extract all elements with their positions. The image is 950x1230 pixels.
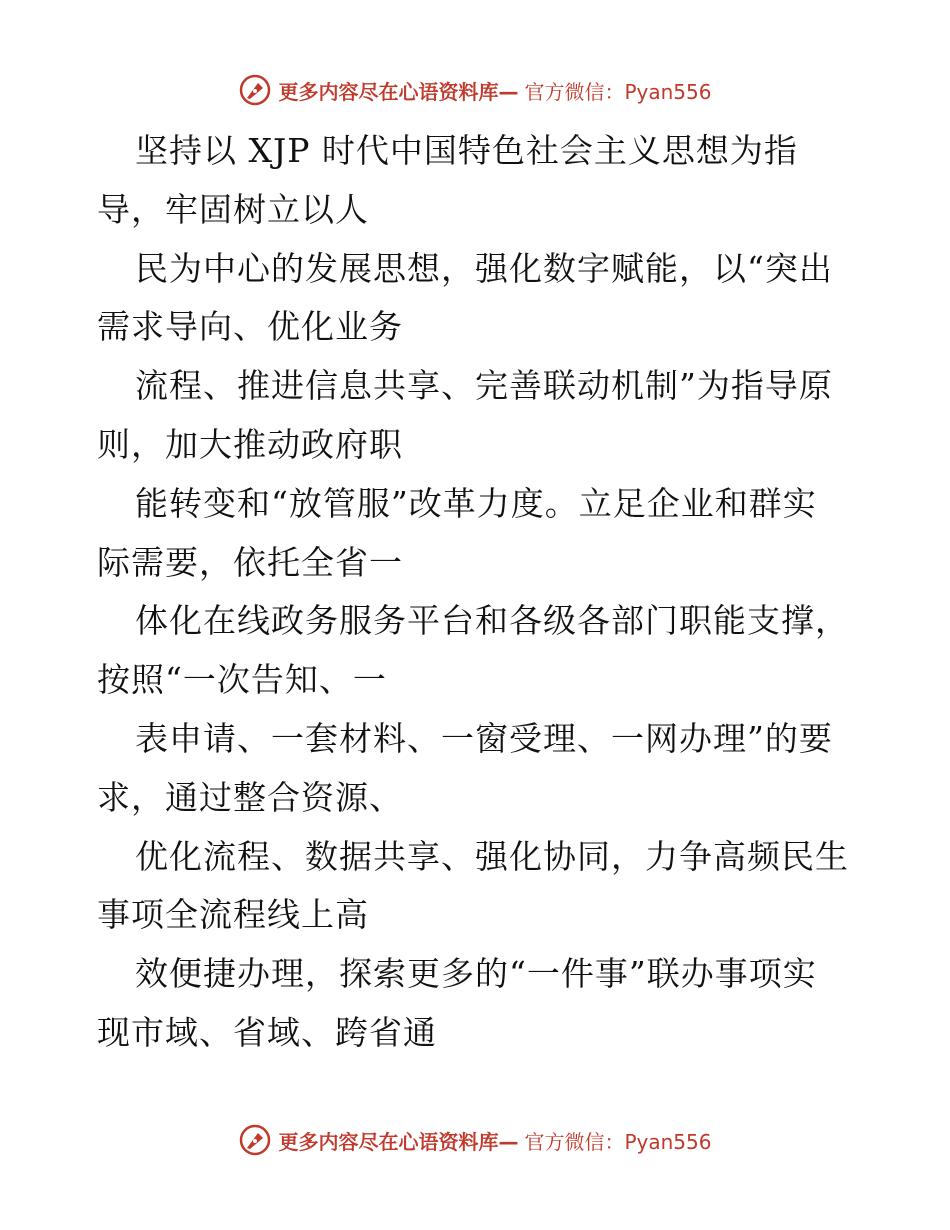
watermark-text: 更多内容尽在心语资料库— bbox=[278, 1129, 519, 1154]
text-line: 流程、推进信息共享、完善联动机制”为指导原 bbox=[135, 366, 833, 406]
text-line: 现市域、省域、跨省通 bbox=[97, 1012, 437, 1052]
watermark-wechat: 官方微信：Pyan556 bbox=[524, 79, 712, 104]
text-line: 际需要，依托全省一 bbox=[97, 542, 403, 582]
text-line: 事项全流程线上高 bbox=[97, 895, 369, 935]
text-line: 按照“一次告知、一 bbox=[97, 660, 387, 700]
text-line: 导，牢固树立以人 bbox=[97, 189, 369, 229]
header-watermark bbox=[0, 70, 950, 110]
text-line: 效便捷办理，探索更多的“一件事”联办事项实 bbox=[135, 954, 817, 994]
text-line: 则，加大推动政府职 bbox=[97, 424, 403, 464]
document-body bbox=[97, 122, 857, 1063]
text-line: 求，通过整合资源、 bbox=[97, 777, 403, 817]
footer-watermark bbox=[0, 1120, 950, 1160]
text-line: 表申请、一套材料、一窗受理、一网办理”的要 bbox=[135, 718, 833, 758]
pen-nib-logo-icon bbox=[238, 73, 272, 107]
text-line: 坚持以 XJP 时代中国特色社会主义思想为指 bbox=[135, 131, 798, 170]
watermark-text: 更多内容尽在心语资料库— bbox=[278, 79, 519, 104]
text-line: 体化在线政务服务平台和各级各部门职能支撑， bbox=[135, 601, 849, 641]
watermark-wechat: 官方微信：Pyan556 bbox=[524, 1129, 712, 1154]
text-line: 优化流程、数据共享、强化协同，力争高频民生 bbox=[135, 836, 849, 876]
pen-nib-logo-icon bbox=[238, 1123, 272, 1157]
text-line: 民为中心的发展思想，强化数字赋能，以“突出 bbox=[135, 248, 833, 288]
text-line: 能转变和“放管服”改革力度。立足企业和群实 bbox=[135, 483, 817, 523]
text-line: 需求导向、优化业务 bbox=[97, 307, 403, 347]
